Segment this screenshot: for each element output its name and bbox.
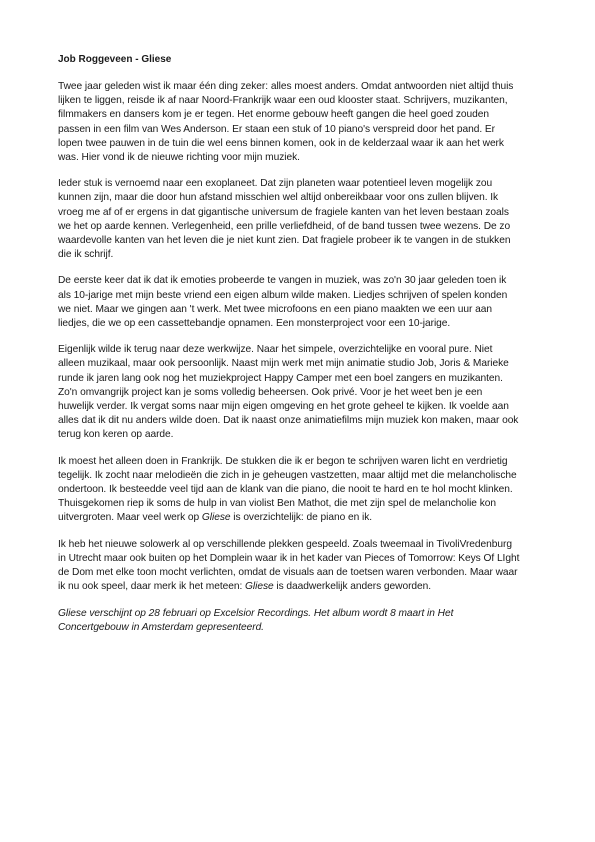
document-page: [58, 53, 542, 647]
text-line: Thuisgekomen riep ik soms de hulp in van violist Ben Mathot, die met zijn spel de melancholie kon: [58, 498, 496, 510]
text-line: [58, 511, 542, 525]
text-line: De eerste keer dat ik dat ik emoties probeerde te vangen in muziek, was zo'n 30 jaar geleden toen ik: [58, 275, 507, 287]
text-line: runde ik jaren lang ook nog het muziekproject Happy Camper met een boel zangers en muzikanten.: [58, 372, 503, 384]
text-line: lijken te liggen, reisde ik af naar Noord-Frankrijk waar een oud klooster staat. Schrijvers, muzikanten,: [58, 95, 508, 107]
text-line: passen in een film van Wes Anderson. Er staan een stuk of 10 piano's verspreid door het pand. Er: [58, 123, 495, 135]
text-line: Zo'n omvangrijk project kan je soms volledig beheersen. Ook privé. Voor je het weet ben je een: [58, 386, 483, 398]
paragraph-6: [58, 538, 542, 595]
paragraph-4: [58, 343, 542, 442]
document-title: Job Roggeveen - Gliese: [58, 54, 172, 65]
paragraph-2: [58, 177, 542, 262]
text-line: huwelijk verder. Ik vergat soms naar mijn eigen omgeving en het grote geheel te kijken. Ik voelde aan: [58, 401, 509, 413]
text-line: in Utrecht maar ook buiten op het Domplein waar ik in het kader van Pieces of Tomorrow: Keys Of LIght: [58, 552, 520, 564]
text-run: is overzichtelijk: de piano en ik.: [230, 512, 373, 524]
text-line: Ieder stuk is vernoemd naar een exoplaneet. Dat zijn planeten waar potentieel leven mogelijk zou: [58, 178, 493, 190]
text-line: ondertoon. Ik besteedde veel tijd aan de klank van die piano, die nooit te hard en te hol mocht klinken.: [58, 484, 513, 496]
text-run: uitvergroten. Maar veel werk op: [58, 512, 202, 524]
text-line: liedjes, die we op een cassettebandje opnamen. Een monsterproject voor een 10-jarige.: [58, 318, 451, 330]
text-run: is daadwerkelijk anders geworden.: [273, 581, 432, 593]
text-run: ik nu ook speel, daar merk ik het meteen:: [58, 581, 246, 593]
text-line: waardevolle kanten van het leven die je niet kunt zien. Dat fragiele probeer ik te vangen in de stukken: [58, 235, 511, 247]
text-line: Gliese verschijnt op 28 februari op Excelsior Recordings. Het album wordt 8 maart in Het: [58, 607, 454, 619]
text-line: alles dat ik dit nu anders wilde doen. Dat ik naast onze animatiefilms mijn muziek kon maken, maar ook: [58, 415, 519, 427]
text-line: de Dom met elke toon mocht verlichten, omdat de visuals aan de toetsen waren verbonden. Maar waar: [58, 567, 518, 579]
paragraph-5: [58, 455, 542, 526]
text-line: Eigenlijk wilde ik terug naar deze werkwijze. Naar het simpele, overzichtelijke en vooral pure. Niet: [58, 344, 493, 356]
text-line: terug kon keren op aarde.: [58, 429, 174, 441]
album-title-italic: Gliese: [245, 581, 274, 593]
text-line: die ik schrijf.: [58, 249, 114, 261]
text-line: Ik heb het nieuwe solowerk al op verschillende plekken gespeeld. Zoals tweemaal in TivoliVredenburg: [58, 538, 512, 550]
text-line: we het op aarde kennen. Verlegenheid, een prille verliefdheid, of de band tussen twee wezens. De zo: [58, 220, 511, 232]
text-line: Twee jaar geleden wist ik maar één ding zeker: alles moest anders. Omdat antwoorden niet altijd thuis: [58, 81, 514, 92]
text-line: vroeg me af of er ergens in dat gigantische universum de fragiele kanten van het leven bestaan zoals: [58, 206, 509, 218]
paragraph-3: [58, 274, 542, 331]
text-line: Ik moest het alleen doen in Frankrijk. De stukken die ik er begon te schrijven waren licht en verdrietig: [58, 455, 508, 467]
text-line: kunnen zijn, maar die door hun afstand misschien wel altijd onbereikbaar voor ons zullen blijven. Ik: [58, 192, 499, 204]
text-line: filmmakers en dansers kom je er tegen. Het enorme gebouw heeft gangen die heel goed zouden: [58, 109, 490, 121]
text-line: [58, 580, 542, 594]
closing-paragraph: [58, 607, 542, 635]
text-line: lopen twee pauwen in de tuin die wel eens binnen komen, ook in de kelderzaal waar ik aan het werk: [58, 137, 504, 149]
text-line: Concertgebouw in Amsterdam gepresenteerd.: [58, 621, 264, 633]
album-title-italic: Gliese: [201, 512, 231, 524]
text-line: alleen muzikaal, maar ook persoonlijk. Naast mijn werk met mijn animatie studio Job, Joris & Marieke: [58, 358, 509, 370]
text-line: we niet. Maar we gingen aan 't werk. Met twee microfoons en een piano maakten we een uur aan: [58, 303, 492, 315]
text-line: als 10-jarige met mijn beste vriend een eigen album wilde maken. Liedjes schrijven of spelen konden: [58, 289, 508, 301]
text-line: tegelijk. Ik zocht naar melodieën die zich in je geheugen vastzetten, maar altijd met die melancholische: [58, 469, 517, 481]
text-line: was. Hier vond ik de nieuwe richting voor mijn muziek.: [58, 152, 300, 164]
paragraph-1: [58, 80, 542, 165]
